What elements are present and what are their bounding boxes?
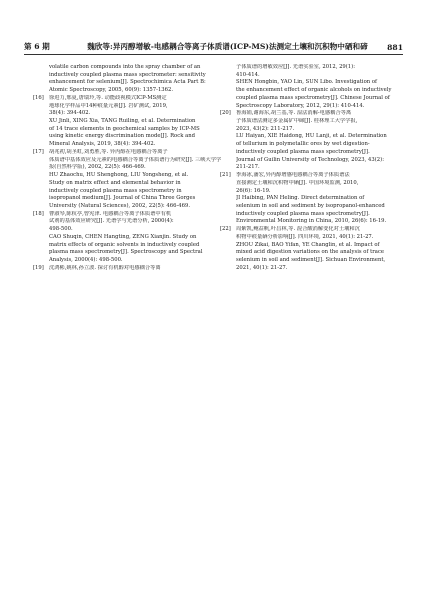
reference-line: XU Jinli, XING Xia, TANG Ruiling, et al. Determination xyxy=(49,118,196,125)
reference-line: 沈鸿彬,姚林,孙立波. 探讨有机醇对电感耦合等离 xyxy=(49,264,161,271)
reference-number: [18] xyxy=(33,210,44,217)
reference-line: 211-217. xyxy=(236,164,260,171)
reference-line: ZHOU Zikai, BAO Yifan, YE Changlin, et al. Impact of xyxy=(236,241,380,248)
reference-line: 季海冰,潘宏,异丙醇增感电感耦合等离子体质谱法 xyxy=(236,172,350,179)
reference-line: inductively coupled plasma mass spectrometer: sensitivity xyxy=(49,71,206,78)
reference-line: JI Haibing, PAN Heling. Direct determination of xyxy=(236,195,365,202)
reference-column-left xyxy=(33,64,222,272)
reference-line: Study on matrix effect and elemental behavior in xyxy=(49,179,181,186)
page-number: 881 xyxy=(387,43,403,52)
reference-line: of 14 trace elements in geochemical samples by ICP-MS xyxy=(49,125,200,132)
reference-line: 周紫凯,鲍益帆,叶昌林,等. 混合酸消解变化对土壤和沉 xyxy=(236,226,360,233)
reference-line: 体质谱中基体效应及元素的电感耦合等离子体质谱行为研究[J]. 三峡大学学 xyxy=(49,156,222,163)
reference-entry xyxy=(220,110,402,172)
reference-line: Journal of Guilin University of Technology, 2023, 43(2): xyxy=(236,156,384,163)
reference-line: of tellurium in polymetallic ores by wet digestion- xyxy=(236,141,370,148)
reference-line: 胡兆初,胡圣虹,刘勇胜,等. 异丙醇在电感耦合等离子 xyxy=(49,148,168,155)
reference-line: 鲁海娟,谢海东,胡兰基,等. 湿法消解-电感耦合等离 xyxy=(236,110,352,117)
header-rule xyxy=(24,54,403,55)
issue-number: 第 6 期 xyxy=(24,42,50,51)
reference-line: 试剂的基体效应研究[J]. 光谱学与光谱分析, 2000(4): xyxy=(49,218,174,225)
reference-line: 2023, 43(2): 211-217. xyxy=(236,125,295,132)
reference-line: using kinetic energy discrimination mode[J]. Rock and xyxy=(49,133,196,140)
reference-line: 地球化学样品中14种痕量元素[J]. 岩矿测试, 2019, xyxy=(49,102,168,109)
reference-entry xyxy=(33,149,222,211)
reference-line: Spectroscopy Laboratory, 2012, 29(1): 410-414. xyxy=(236,102,365,109)
reference-number: [20] xyxy=(220,110,231,117)
reference-line: isopropanol medium[J]. Journal of China Three Gorges xyxy=(49,195,196,202)
reference-line: 38(4): 394-402. xyxy=(49,110,91,117)
reference-line: 子体质谱的增敏效应[J]. 光谱实验室, 2012, 29(1): xyxy=(236,64,355,70)
reference-line: SHEN Hongbin, YAO Lin, SUN Libo. Investigation of xyxy=(236,79,378,86)
reference-line: 直接测定土壤和沉积物中硒[J]. 中国环境监测, 2010, xyxy=(236,179,359,186)
reference-line: coupled plasma mass spectrometry[J]. Chinese Journal of xyxy=(236,94,390,101)
running-header xyxy=(24,38,403,52)
reference-line: matrix effects of organic solvents in inductively coupled xyxy=(49,241,200,248)
reference-column-right xyxy=(220,64,402,272)
running-title: 魏欣等:异丙醇增敏-电感耦合等离子体质谱(ICP-MS)法测定土壤和沉积物中硒和碲 xyxy=(87,42,368,51)
reference-entry xyxy=(33,64,222,95)
reference-line: 曹淑琴,陈杭亭,曾宪津. 电感耦合等离子体质谱中有机 xyxy=(49,210,172,217)
reference-line: 498-500. xyxy=(49,226,73,233)
reference-line: 26(6): 16-19. xyxy=(236,187,271,194)
reference-line: 子体质谱法测定多金属矿中碲[J]. 桂林理工大学学报, xyxy=(236,118,358,125)
reference-line: plasma mass spectrometry[J]. Spectroscopy and Spectral xyxy=(49,249,203,256)
reference-line: 报(自然科学版), 2002, 22(5): 466-469. xyxy=(49,164,146,171)
reference-entry xyxy=(220,226,402,272)
reference-line: enhancement for selenium[J]. Spectrochimica Acta Part B: xyxy=(49,79,206,86)
reference-number: [21] xyxy=(220,172,231,179)
reference-entry xyxy=(220,64,402,110)
reference-line: 徐进力,邢夏,唐瑞玲,等. 动能歧视模式ICP-MS测定 xyxy=(49,94,167,101)
reference-line: 410-414. xyxy=(236,71,260,78)
reference-line: LU Haiyan, XIE Haidong, HU Lanji, et al. Determination xyxy=(236,133,387,140)
reference-line: 2021, 40(1): 21-27. xyxy=(236,264,288,271)
reference-number: [22] xyxy=(220,226,231,233)
reference-line: CAO Shuqin, CHEN Hangting, ZENG Xianjin. Study on xyxy=(49,233,197,240)
reference-number: [19] xyxy=(33,264,44,271)
reference-entry xyxy=(220,172,402,226)
reference-line: mixed acid digestion variations on the analysis of trace xyxy=(236,249,385,256)
reference-line: inductively coupled plasma mass spectrometry[J]. xyxy=(236,148,370,155)
reference-line: Mineral Analysis, 2019, 38(4): 394-402. xyxy=(49,141,156,148)
reference-line: selenium in soil and sediment[J]. Sichuan Environment, xyxy=(236,256,386,263)
reference-entry xyxy=(33,265,222,273)
reference-line: University (Natural Sciences), 2002, 22(5): 466-469. xyxy=(49,202,191,209)
reference-line: selenium in soil and sediment by isopropanol-enhanced xyxy=(236,202,385,209)
reference-line: the enhancement effect of organic alcohols on inductively xyxy=(236,87,392,94)
reference-number: [17] xyxy=(33,148,44,155)
reference-line: inductively coupled plasma mass spectrometry in xyxy=(49,187,182,194)
reference-line: 积物中痕量硒分析影响[J]. 四川环境, 2021, 40(1): 21-27. xyxy=(236,233,374,240)
reference-number: [16] xyxy=(33,94,44,101)
reference-line: Atomic Spectroscopy, 2005, 60(9): 1357-1362. xyxy=(49,87,174,94)
reference-entry xyxy=(33,211,222,265)
reference-line: inductively coupled plasma mass spectrometry[J]. xyxy=(236,210,370,217)
reference-line: HU Zhaochu, HU Shenghong, LIU Yongsheng, et al. xyxy=(49,172,189,179)
reference-entry xyxy=(33,95,222,149)
reference-line: Analysis, 2000(4): 498-500. xyxy=(49,256,123,263)
reference-line: volatile carbon compounds into the spray chamber of an xyxy=(49,64,201,70)
reference-line: Environmental Monitoring in China, 2010, 26(6): 16-19. xyxy=(236,218,387,225)
